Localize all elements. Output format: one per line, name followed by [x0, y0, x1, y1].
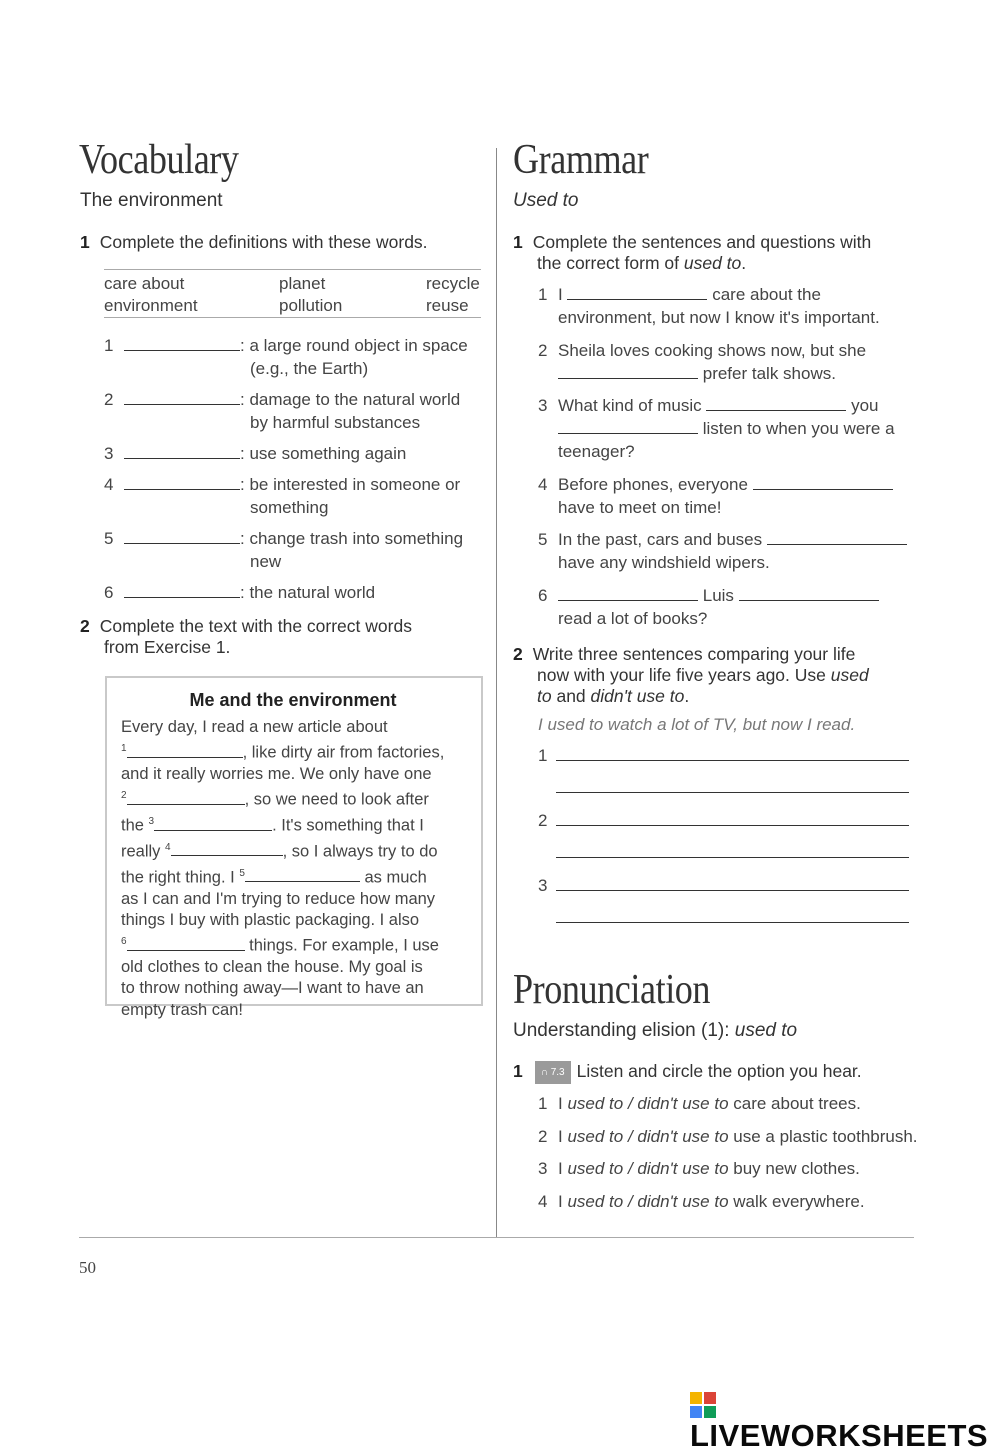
grammar-ex1-instruction: 1 Complete the sentences and questions with the correct form of used to. [513, 232, 872, 273]
writing-line[interactable] [556, 760, 909, 761]
circle-option[interactable]: used to / didn't use to [567, 1094, 729, 1113]
writing-line[interactable] [556, 792, 909, 793]
vocabulary-title: Vocabulary [79, 137, 239, 183]
answer-blank[interactable] [753, 475, 893, 490]
word-environment: environment [104, 296, 198, 315]
answer-blank[interactable] [124, 390, 240, 405]
writing-line-number-1: 1 [538, 746, 548, 765]
example-sentence: I used to watch a lot of TV, but now I read. [538, 715, 856, 734]
writing-line-number-3: 3 [538, 876, 548, 895]
answer-blank[interactable] [245, 867, 360, 882]
word-box-bottom-rule [104, 317, 481, 318]
vocab-def-4: 4 : be interested in someone or something [104, 475, 461, 517]
answer-blank[interactable] [558, 586, 698, 601]
vocab-def-2: 2 : damage to the natural world by harmful substances [104, 390, 461, 432]
writing-line[interactable] [556, 922, 909, 923]
circle-option[interactable]: used to / didn't use to [567, 1159, 729, 1178]
word-pollution: pollution [279, 296, 343, 315]
writing-line-number-2: 2 [538, 811, 548, 830]
word-box-top-rule [104, 269, 481, 270]
word-recycle: recycle [426, 274, 480, 293]
pronunciation-title: Pronunciation [513, 967, 711, 1013]
grammar-ex2-instruction: 2 Write three sentences comparing your life now with your life five years ago. Use used to and didn't use to. [513, 644, 869, 706]
grammar-item-1: 1 I care about the environment, but now I know it's important. [538, 285, 880, 327]
answer-blank[interactable] [739, 586, 879, 601]
page-number: 50 [79, 1258, 96, 1277]
vocabulary-subtitle: The environment [80, 190, 223, 211]
vocab-def-5: 5 : change trash into something new [104, 529, 464, 571]
word-box [104, 272, 481, 316]
answer-blank[interactable] [124, 336, 240, 351]
grammar-item-2: 2 Sheila loves cooking shows now, but she prefer talk shows. [538, 341, 867, 383]
pron-item-3: 3 I used to / didn't use to buy new clothes. [538, 1159, 860, 1178]
writing-line[interactable] [556, 857, 909, 858]
pron-item-2: 2 I used to / didn't use to use a plastic toothbrush. [538, 1127, 918, 1146]
answer-blank[interactable] [124, 529, 240, 544]
answer-blank[interactable] [767, 530, 907, 545]
vocab-ex2-instruction: 2 Complete the text with the correct words from Exercise 1. [80, 616, 412, 657]
audio-track-icon[interactable]: ∩ 7.3 [535, 1061, 571, 1084]
word-planet: planet [279, 274, 326, 293]
footer-rule [79, 1237, 914, 1238]
vocab-ex1-instruction: 1 Complete the definitions with these words. [80, 232, 428, 252]
pron-item-1: 1 I used to / didn't use to care about trees. [538, 1094, 861, 1113]
answer-blank[interactable] [127, 743, 243, 758]
answer-blank[interactable] [558, 419, 698, 434]
answer-blank[interactable] [127, 790, 245, 805]
circle-option[interactable]: used to / didn't use to [567, 1192, 729, 1211]
answer-blank[interactable] [124, 475, 240, 490]
grammar-title: Grammar [513, 137, 649, 183]
grammar-subtitle: Used to [513, 190, 579, 211]
answer-blank[interactable] [154, 816, 272, 831]
writing-line[interactable] [556, 890, 909, 891]
word-reuse: reuse [426, 296, 469, 315]
box-title: Me and the environment [189, 690, 397, 710]
answer-blank[interactable] [124, 583, 240, 598]
grammar-item-5: 5 In the past, cars and buses have any windshield wipers. [538, 528, 908, 574]
answer-blank[interactable] [171, 841, 283, 856]
grammar-item-6: 6 Luis read a lot of books? [538, 584, 908, 630]
vocab-def-6: 6 : the natural world [104, 583, 376, 602]
pronunciation-ex1-instruction: 1 ∩ 7.3 Listen and circle the option you hear. [513, 1061, 913, 1084]
word-care-about: care about [104, 274, 185, 293]
vocab-def-1: 1 : a large round object in space (e.g., the Earth) [104, 336, 468, 378]
circle-option[interactable]: used to / didn't use to [567, 1127, 729, 1146]
grammar-item-4: 4 Before phones, everyone have to meet on time! [538, 473, 908, 519]
reading-text: Every day, I read a new article about $^1$ , like dirty air from factories, and it really worries me. We only have one $^2$ , so we need to look after the $^3$ . It's something that I really $^4$ , so I always try to do the right thing. I $^5$ as much as I can and I'm trying to reduce how many things I buy with plastic packaging. I also $^6$ things. For example, I use old clothes to clean the house. My goal is to throw nothing away—I want to have an empty trash can! [121, 718, 445, 1019]
logo-icon [690, 1392, 716, 1418]
grammar-item-3: 3 What kind of music you listen to when you were a teenager? [538, 396, 895, 461]
answer-blank[interactable] [127, 936, 245, 951]
column-divider [496, 148, 497, 1238]
answer-blank[interactable] [567, 285, 707, 300]
answer-blank[interactable] [558, 364, 698, 379]
liveworksheets-logo[interactable]: LIVEWORKSHEETS [690, 1374, 1000, 1454]
answer-blank[interactable] [124, 444, 240, 459]
writing-line[interactable] [556, 825, 909, 826]
answer-blank[interactable] [706, 396, 846, 411]
pron-item-4: 4 I used to / didn't use to walk everywhere. [538, 1192, 865, 1211]
pronunciation-subtitle: Understanding elision (1): used to [513, 1020, 798, 1041]
vocab-def-3: 3 : use something again [104, 444, 407, 463]
